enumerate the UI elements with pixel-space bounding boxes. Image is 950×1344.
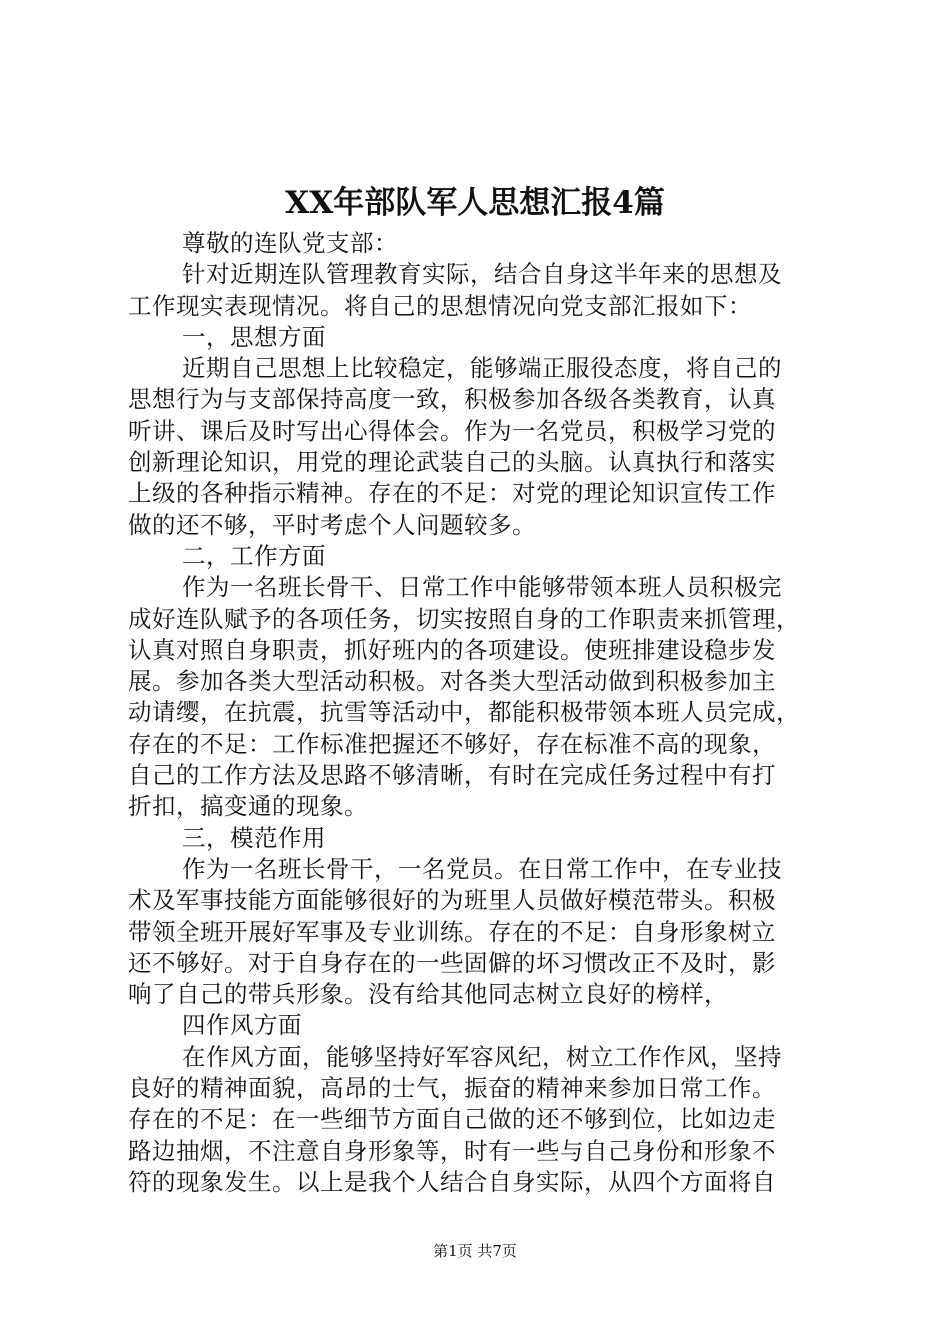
paragraph-line: 创新理论知识，用党的理论武装自己的头脑。认真执行和落实 xyxy=(128,448,776,477)
paragraph-line: 上级的各种指示精神。存在的不足：对党的理论知识宣传工作 xyxy=(128,479,776,508)
page-footer: 第1页 共7页 xyxy=(433,1242,517,1260)
paragraph-line: 响了自己的带兵形象。没有给其他同志树立良好的榜样， xyxy=(128,980,728,1009)
document-title: XX年部队军人思想汇报4篇 xyxy=(285,185,665,221)
paragraph-line: 存在的不足：在一些细节方面自己做的还不够到位，比如边走 xyxy=(128,1105,776,1134)
salutation-line: 尊敬的连队党支部： xyxy=(182,229,398,257)
paragraph-line: 展。参加各类大型活动积极。对各类大型活动做到积极参加主 xyxy=(128,667,776,696)
paragraph-line: 思想行为与支部保持高度一致，积极参加各级各类教育，认真 xyxy=(128,385,776,414)
paragraph-line: 工作现实表现情况。将自己的思想情况向党支部汇报如下： xyxy=(128,291,752,320)
paragraph-line: 路边抽烟，不注意自身形象等，时有一些与自己身份和形象不 xyxy=(128,1136,776,1165)
paragraph-line: 折扣，搞变通的现象。 xyxy=(128,792,368,821)
section-heading: 二，工作方面 xyxy=(182,541,326,570)
paragraph-line: 自己的工作方法及思路不够清晰，有时在完成任务过程中有打 xyxy=(128,761,776,790)
paragraph-line: 在作风方面，能够坚持好军容风纪，树立工作作风，坚持 xyxy=(182,1042,782,1071)
paragraph-line: 带领全班开展好军事及专业训练。存在的不足：自身形象树立 xyxy=(128,917,776,946)
paragraph-line: 针对近期连队管理教育实际，结合自身这半年来的思想及 xyxy=(182,260,782,289)
document-body xyxy=(128,228,834,1198)
section-heading: 四作风方面 xyxy=(182,1011,302,1040)
paragraph-line: 成好连队赋予的各项任务，切实按照自身的工作职责来抓管理， xyxy=(128,604,800,633)
paragraph-line: 还不够好。对于自身存在的一些固僻的坏习惯改正不及时，影 xyxy=(128,948,776,977)
paragraph-line: 动请缨，在抗震，抗雪等活动中，都能积极带领本班人员完成， xyxy=(128,698,800,727)
paragraph-line: 做的还不够，平时考虑个人问题较多。 xyxy=(128,510,536,539)
paragraph-line: 作为一名班长骨干，一名党员。在日常工作中，在专业技 xyxy=(182,854,782,883)
section-heading: 一，思想方面 xyxy=(182,322,326,351)
paragraph-line: 听讲、课后及时写出心得体会。作为一名党员，积极学习党的 xyxy=(128,416,776,445)
paragraph-line: 作为一名班长骨干、日常工作中能够带领本班人员积极完 xyxy=(182,573,782,602)
paragraph-line: 符的现象发生。以上是我个人结合自身实际，从四个方面将自 xyxy=(128,1167,776,1196)
paragraph-line: 认真对照自身职责，抓好班内的各项建设。使班排建设稳步发 xyxy=(128,635,776,664)
paragraph-line: 良好的精神面貌，高昂的士气，振奋的精神来参加日常工作。 xyxy=(128,1074,776,1103)
paragraph-line: 术及军事技能方面能够很好的为班里人员做好模范带头。积极 xyxy=(128,886,776,915)
paragraph-line: 存在的不足：工作标准把握还不够好，存在标准不高的现象， xyxy=(128,729,776,758)
paragraph-line: 近期自己思想上比较稳定，能够端正服役态度，将自己的 xyxy=(182,354,782,383)
section-heading: 三，模范作用 xyxy=(182,823,326,852)
